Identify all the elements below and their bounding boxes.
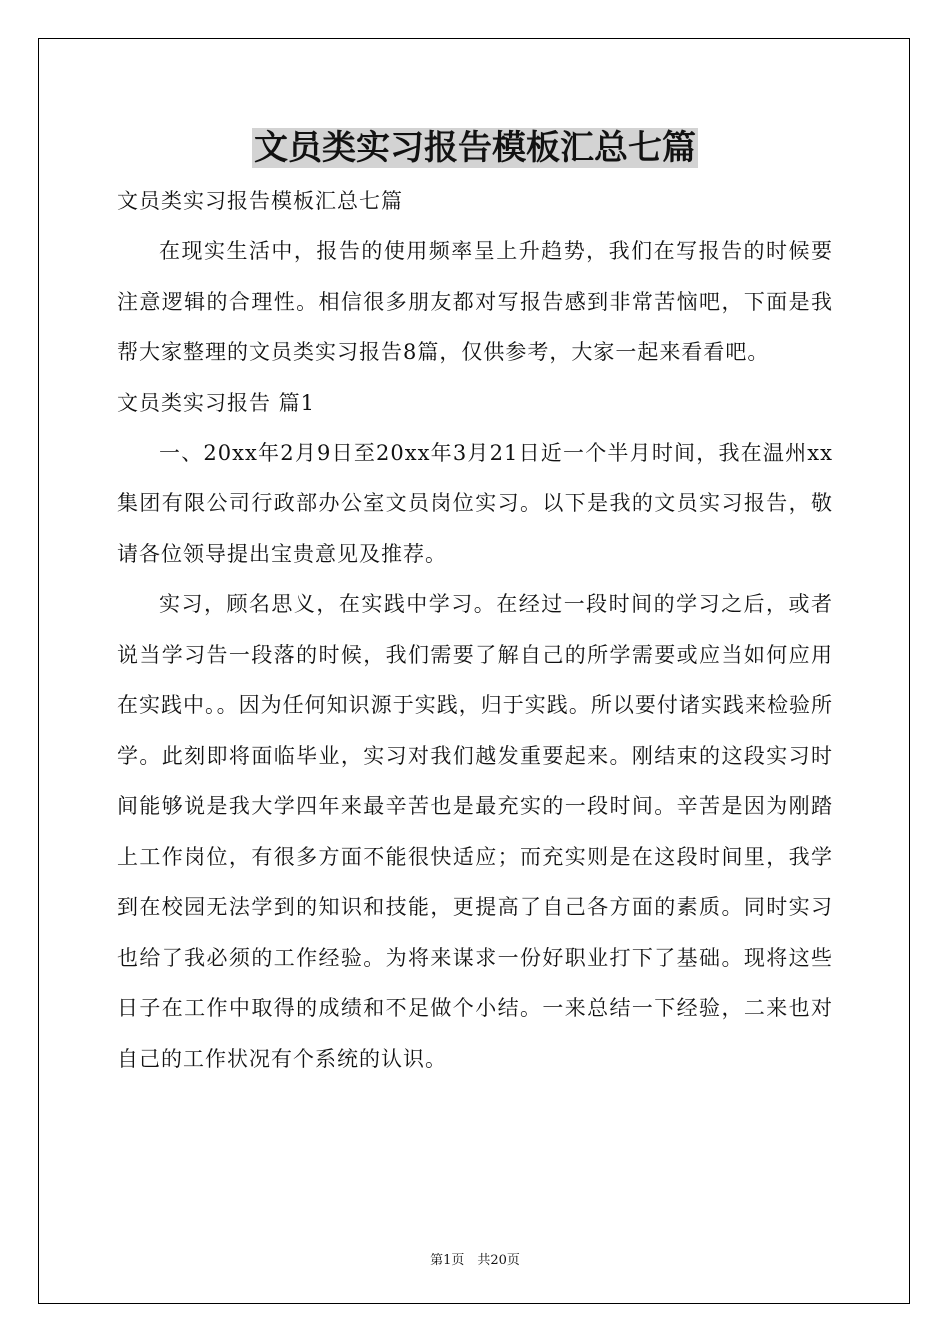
page-footer: 第1页 共20页 — [430, 1253, 520, 1268]
document-title — [117, 120, 833, 176]
section-heading: 文员类实习报告 篇1 — [117, 390, 316, 415]
document-body — [117, 120, 833, 1084]
body-paragraph-2: 实习，顾名思义，在实践中学习。在经过一段时间的学习之后，或者说当学习告一段落的时候，我们需要了解自己的所学需要或应当如何应用在实践中。。因为任何知识源于实践，归于实践。所以要付诸实践来检验所学。此刻即将面临毕业，实习对我们越发重要起来。刚结束的这段实习时间能够说是我大学四年来最辛苦也是最充实的一段时间。辛苦是因为刚踏上工作岗位，有很多方面不能很快适应；而充实则是在这段时间里，我学到在校园无法学到的知识和技能，更提高了自己各方面的素质。同时实习也给了我必须的工作经验。为将来谋求一份好职业打下了基础。现将这些日子在工作中取得的成绩和不足做个小结。一来总结一下经验，二来也对自己的工作状况有个系统的认识。 — [117, 592, 833, 1071]
document-title-text: 文员类实习报告模板汇总七篇 — [254, 128, 696, 168]
body-paragraph-1: 一、20xx年2月9日至20xx年3月21日近一个半月时间，我在温州xx集团有限公司行政部办公室文员岗位实习。以下是我的文员实习报告，敬请各位领导提出宝贵意见及推荐。 — [117, 440, 833, 566]
intro-paragraph: 在现实生活中，报告的使用频率呈上升趋势，我们在写报告的时候要注意逻辑的合理性。相信很多朋友都对写报告感到非常苦恼吧，下面是我帮大家整理的文员类实习报告8篇，仅供参考，大家一起来看看吧。 — [117, 239, 833, 364]
document-subtitle: 文员类实习报告模板汇总七篇 — [117, 189, 403, 213]
